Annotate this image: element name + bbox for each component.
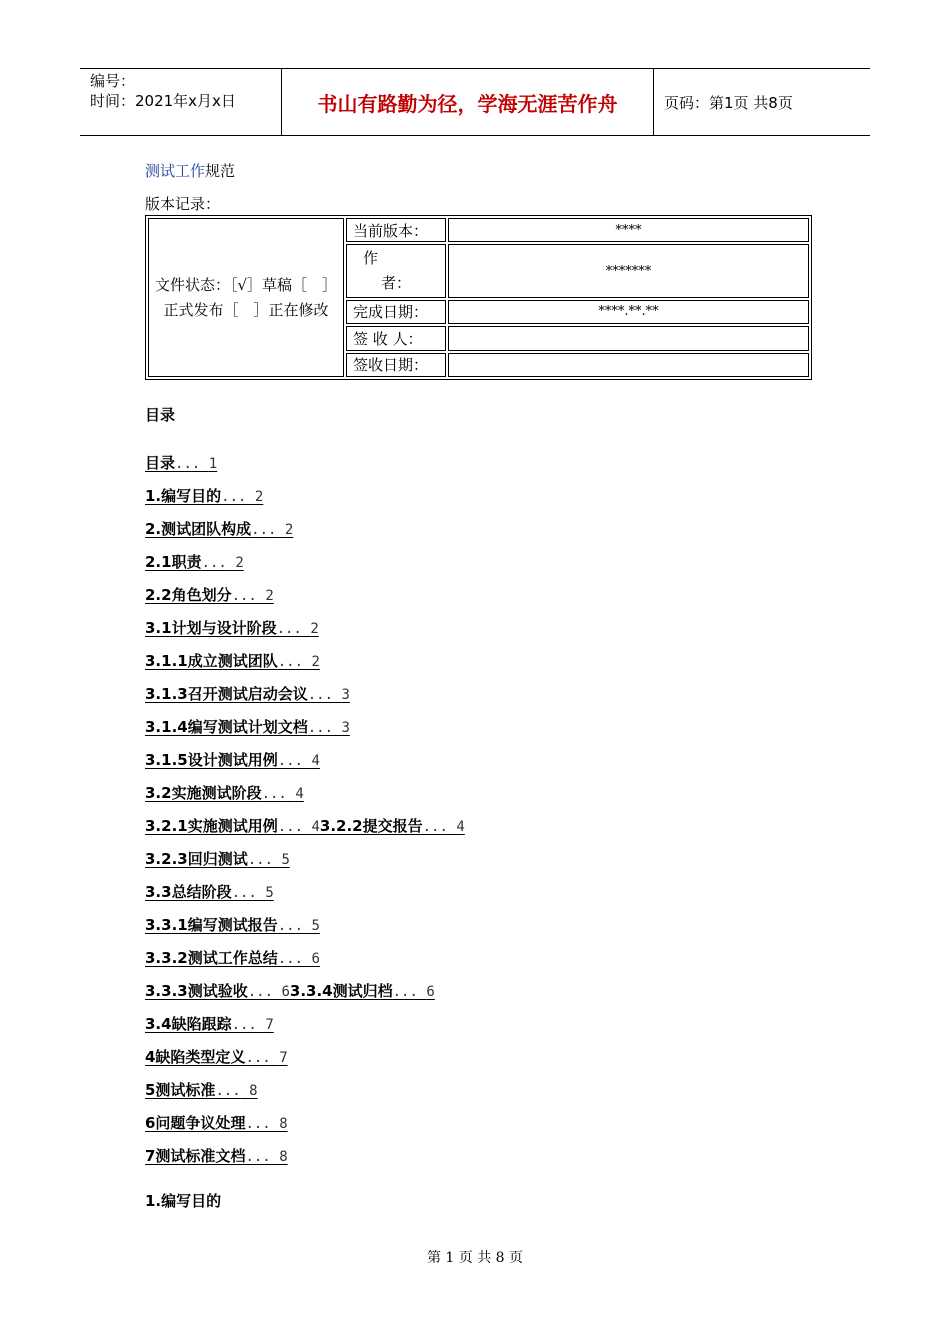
toc-entry-leader: ... bbox=[422, 819, 448, 835]
toc-entry-title: 3.2.2提交报告 bbox=[319, 817, 423, 835]
toc-entry-title: 4缺陷类型定义 bbox=[145, 1048, 246, 1066]
toc-entry bbox=[145, 552, 465, 585]
toc-entry-title: 3.1.4编写测试计划文档 bbox=[145, 718, 308, 736]
toc-entry-leader: ... bbox=[175, 456, 201, 472]
toc-entry-page: 2 bbox=[265, 588, 274, 604]
toc-entry-page: 3 bbox=[341, 720, 350, 736]
toc-entry-title: 3.2.1实施测试用例 bbox=[145, 817, 278, 835]
toc-entry-leader: ... bbox=[307, 687, 334, 703]
toc-link[interactable] bbox=[145, 1048, 288, 1066]
toc-link[interactable] bbox=[145, 586, 274, 604]
header-motto: 书山有路勤为径，学海无涯苦作舟 bbox=[282, 69, 654, 135]
toc-entry-leader: ... bbox=[277, 918, 304, 934]
toc-link[interactable] bbox=[145, 1081, 258, 1099]
toc-entry-leader: ... bbox=[277, 819, 304, 835]
toc-entry-page: 7 bbox=[265, 1017, 274, 1033]
current-version-value: **** bbox=[448, 218, 809, 242]
toc-entry bbox=[145, 1146, 465, 1179]
toc-entry bbox=[145, 1014, 465, 1047]
toc-entry-title: 7测试标准文档 bbox=[145, 1147, 246, 1165]
toc-entry-page: 4 bbox=[456, 819, 465, 835]
toc-entry-title: 3.1.1成立测试团队 bbox=[145, 652, 278, 670]
toc-link-secondary[interactable] bbox=[290, 982, 435, 1000]
toc-entry-page: 1 bbox=[208, 456, 218, 472]
toc-entry-leader: ... bbox=[276, 621, 302, 637]
toc-link[interactable] bbox=[145, 751, 320, 769]
document-title bbox=[145, 160, 235, 181]
author-label bbox=[346, 244, 446, 297]
toc-entry-title: 3.3.2测试工作总结 bbox=[145, 949, 278, 967]
page-header bbox=[80, 68, 870, 136]
toc-entry-leader: ... bbox=[221, 489, 247, 505]
toc-link[interactable] bbox=[145, 1114, 288, 1132]
document-title-rest: 规范 bbox=[205, 162, 236, 180]
toc-entry-leader: ... bbox=[231, 1017, 257, 1033]
toc-link[interactable] bbox=[145, 652, 320, 670]
table-of-contents bbox=[145, 453, 465, 1179]
toc-entry-leader: ... bbox=[251, 522, 277, 538]
toc-entry bbox=[145, 651, 465, 684]
toc-entry-page: 4 bbox=[311, 819, 320, 835]
toc-entry-page: 2 bbox=[310, 621, 319, 637]
toc-entry-page: 2 bbox=[235, 555, 244, 571]
toc-entry-leader: ... bbox=[247, 984, 274, 1000]
toc-entry-leader: ... bbox=[277, 654, 304, 670]
toc-entry-title: 3.3总结阶段 bbox=[145, 883, 232, 901]
toc-entry-page: 2 bbox=[311, 654, 320, 670]
toc-entry bbox=[145, 1080, 465, 1113]
current-version-label: 当前版本： bbox=[346, 218, 446, 242]
version-table bbox=[145, 215, 812, 380]
toc-entry-page: 8 bbox=[279, 1116, 288, 1132]
toc-link[interactable] bbox=[145, 718, 350, 736]
toc-entry bbox=[145, 849, 465, 882]
toc-entry-page: 4 bbox=[311, 753, 320, 769]
header-number: 编号： bbox=[90, 72, 136, 90]
toc-link[interactable] bbox=[145, 883, 274, 901]
toc-entry-leader: ... bbox=[245, 1050, 271, 1066]
toc-entry-title: 3.3.4测试归档 bbox=[289, 982, 393, 1000]
toc-entry-page: 4 bbox=[295, 786, 304, 802]
toc-entry-leader: ... bbox=[277, 951, 304, 967]
author-value: ******* bbox=[448, 244, 809, 297]
toc-entry bbox=[145, 750, 465, 783]
toc-link[interactable] bbox=[145, 619, 319, 637]
header-meta bbox=[80, 69, 282, 135]
sign-date-label: 签收日期： bbox=[346, 353, 446, 378]
toc-entry-leader: ... bbox=[215, 1083, 241, 1099]
document-title-link[interactable]: 测试工作 bbox=[145, 162, 206, 180]
completion-date-value: ****.**.** bbox=[448, 300, 809, 324]
toc-entry bbox=[145, 915, 465, 948]
toc-link[interactable] bbox=[145, 1015, 274, 1033]
toc-link[interactable] bbox=[145, 784, 304, 802]
toc-entry-leader: ... bbox=[392, 984, 418, 1000]
toc-entry-page: 7 bbox=[279, 1050, 288, 1066]
toc-entry-title: 1.编写目的 bbox=[145, 487, 222, 505]
signee-label: 签 收 人： bbox=[346, 326, 446, 350]
file-status-cell: 文件状态：［√］草稿［ ］正式发布［ ］正在修改 bbox=[148, 218, 344, 377]
sign-date-value bbox=[448, 353, 809, 378]
toc-entry-title: 3.2实施测试阶段 bbox=[145, 784, 262, 802]
version-record-label: 版本记录： bbox=[145, 195, 221, 213]
section-1-heading: 1.编写目的 bbox=[145, 1192, 222, 1210]
toc-link[interactable] bbox=[145, 1147, 288, 1165]
toc-entry-title: 3.2.3回归测试 bbox=[145, 850, 248, 868]
toc-entry bbox=[145, 1113, 465, 1146]
toc-entry-page: 6 bbox=[311, 951, 320, 967]
toc-entry-leader: ... bbox=[231, 588, 257, 604]
toc-heading: 目录 bbox=[145, 406, 176, 424]
toc-entry-leader: ... bbox=[245, 1149, 271, 1165]
toc-entry bbox=[145, 882, 465, 915]
toc-entry-title: 2.测试团队构成 bbox=[145, 520, 252, 538]
toc-entry bbox=[145, 981, 465, 1014]
toc-link[interactable] bbox=[145, 685, 350, 703]
toc-entry-leader: ... bbox=[245, 1116, 271, 1132]
toc-entry-page: 8 bbox=[249, 1083, 258, 1099]
page-footer: 第 1 页 共 8 页 bbox=[426, 1250, 524, 1266]
toc-entry-title: 3.3.1编写测试报告 bbox=[145, 916, 278, 934]
toc-entry-title: 3.4缺陷跟踪 bbox=[145, 1015, 232, 1033]
toc-entry bbox=[145, 618, 465, 651]
toc-entry bbox=[145, 1047, 465, 1080]
toc-link[interactable] bbox=[145, 487, 263, 505]
toc-entry-leader: ... bbox=[307, 720, 334, 736]
toc-link[interactable] bbox=[145, 454, 217, 472]
toc-entry-page: 5 bbox=[311, 918, 320, 934]
toc-entry-title: 6问题争议处理 bbox=[145, 1114, 246, 1132]
toc-entry-page: 6 bbox=[426, 984, 435, 1000]
completion-date-label: 完成日期： bbox=[346, 300, 446, 324]
toc-entry bbox=[145, 948, 465, 981]
toc-entry-page: 3 bbox=[341, 687, 350, 703]
toc-entry-leader: ... bbox=[201, 555, 227, 571]
toc-entry-leader: ... bbox=[277, 753, 304, 769]
toc-entry-page: 5 bbox=[265, 885, 274, 901]
toc-entry bbox=[145, 453, 465, 486]
toc-link[interactable] bbox=[145, 520, 293, 538]
toc-link[interactable] bbox=[145, 850, 290, 868]
toc-entry-title: 3.1.5设计测试用例 bbox=[145, 751, 278, 769]
toc-entry bbox=[145, 519, 465, 552]
toc-link[interactable] bbox=[145, 949, 320, 967]
toc-entry-leader: ... bbox=[261, 786, 287, 802]
toc-entry bbox=[145, 585, 465, 618]
toc-link-secondary[interactable] bbox=[320, 817, 465, 835]
toc-entry bbox=[145, 816, 465, 849]
toc-entry-title: 5测试标准 bbox=[145, 1081, 216, 1099]
author-label-line1: 作 bbox=[363, 249, 379, 267]
toc-link[interactable] bbox=[145, 916, 320, 934]
signee-value bbox=[448, 326, 809, 350]
toc-entry-title: 2.1职责 bbox=[145, 553, 202, 571]
toc-entry-title: 3.3.3测试验收 bbox=[145, 982, 248, 1000]
toc-link[interactable] bbox=[145, 553, 244, 571]
toc-entry-page: 8 bbox=[279, 1149, 288, 1165]
toc-entry-leader: ... bbox=[231, 885, 257, 901]
toc-entry bbox=[145, 717, 465, 750]
toc-entry-page: 2 bbox=[284, 522, 294, 538]
toc-link[interactable] bbox=[145, 982, 290, 1000]
toc-entry-title: 2.2角色划分 bbox=[145, 586, 232, 604]
toc-entry-title: 3.1.3召开测试启动会议 bbox=[145, 685, 308, 703]
toc-entry-title: 3.1计划与设计阶段 bbox=[145, 619, 277, 637]
toc-entry-page: 2 bbox=[254, 489, 264, 505]
toc-entry-title: 目录 bbox=[145, 454, 176, 472]
author-label-line2: 者： bbox=[381, 274, 412, 292]
toc-entry bbox=[145, 783, 465, 816]
toc-entry bbox=[145, 684, 465, 717]
header-page-number: 页码：第1页 共8页 bbox=[664, 93, 793, 112]
toc-entry-page: 6 bbox=[281, 984, 290, 1000]
toc-link[interactable] bbox=[145, 817, 320, 835]
header-date: 时间：2021年x月x日 bbox=[90, 92, 236, 110]
toc-entry-leader: ... bbox=[247, 852, 274, 868]
toc-entry-page: 5 bbox=[281, 852, 290, 868]
toc-entry bbox=[145, 486, 465, 519]
